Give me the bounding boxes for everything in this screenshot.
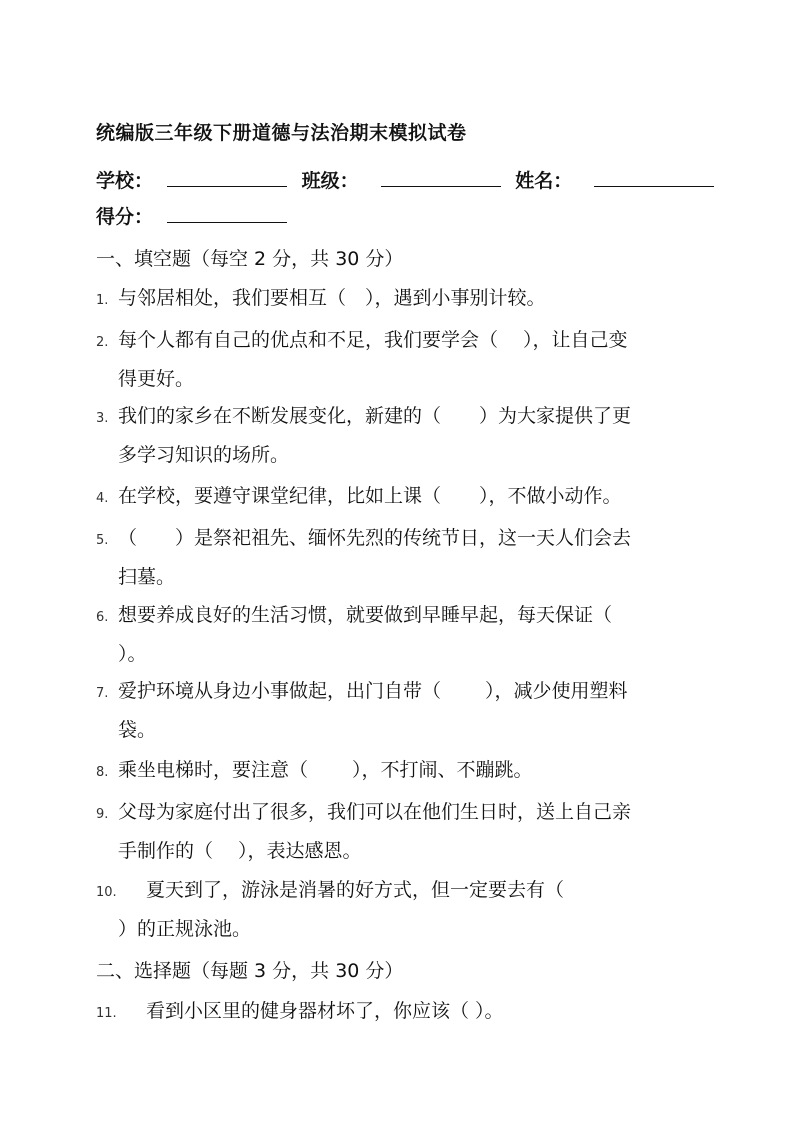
- question-1: 1. 与邻居相处，我们要相互（ ），遇到小事别计较。: [96, 287, 546, 309]
- question-8: 8. 乘坐电梯时，要注意（ ），不打闹、不蹦跳。: [96, 759, 533, 781]
- school-label: 学校：: [96, 170, 154, 192]
- class-blank[interactable]: [381, 185, 501, 187]
- score-label: 得分：: [96, 206, 154, 228]
- question-7: 7. 爱护环境从身边小事做起，出门自带（ ），减少使用塑料 袋。: [96, 680, 628, 741]
- name-label: 姓名：: [515, 170, 573, 192]
- question-4: 4. 在学校，要遵守课堂纪律，比如上课（ ），不做小动作。: [96, 485, 622, 507]
- question-3: 3. 我们的家乡在不断发展变化，新建的（ ）为大家提供了更 多学习知识的场所。: [96, 405, 632, 466]
- score-blank[interactable]: [167, 221, 287, 223]
- question-11: 11. 看到小区里的健身器材坏了，你应该（ ）。: [96, 1000, 504, 1022]
- info-row-1: [96, 166, 722, 193]
- page-title: 统编版三年级下册道德与法治期末模拟试卷: [96, 122, 467, 144]
- info-row-2: [96, 202, 295, 229]
- name-blank[interactable]: [594, 185, 714, 187]
- school-blank[interactable]: [167, 185, 287, 187]
- question-5: 5. （ ）是祭祀祖先、缅怀先烈的传统节日，这一天人们会去 扫墓。: [96, 527, 632, 588]
- question-10: 10. 夏天到了，游泳是消暑的好方式，但一定要去有（ ）的正规泳池。: [96, 879, 565, 940]
- class-label: 班级：: [301, 170, 359, 192]
- question-9: 9. 父母为家庭付出了很多，我们可以在他们生日时，送上自己亲 手制作的（ ），表达感恩。: [96, 801, 632, 862]
- question-2: 2. 每个人都有自己的优点和不足，我们要学会（ ），让自己变 得更好。: [96, 329, 628, 390]
- section-heading-1: 一、填空题（每空 2 分，共 30 分）: [96, 248, 404, 270]
- question-6: 6. 想要养成良好的生活习惯，就要做到早睡早起，每天保证（ ）。: [96, 604, 613, 665]
- section-heading-2: 二、选择题（每题 3 分，共 30 分）: [96, 960, 404, 982]
